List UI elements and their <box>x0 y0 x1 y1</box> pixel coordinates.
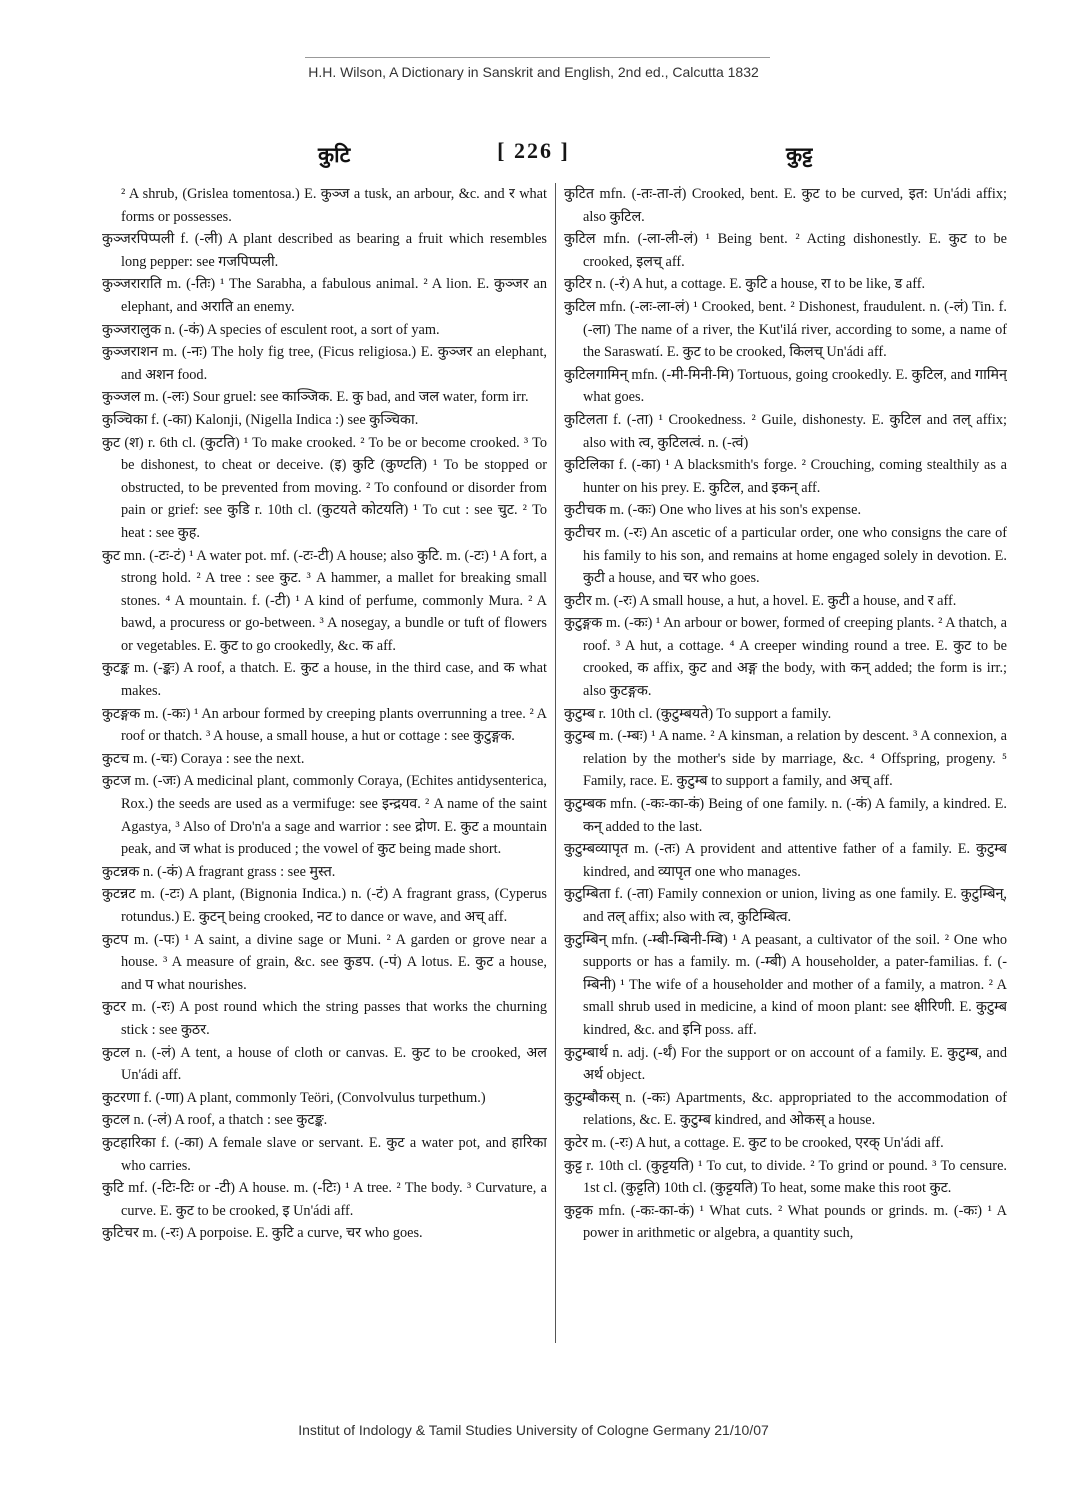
dictionary-entry: कुट mn. (-टः-टं) ¹ A water pot. mf. (-टः-टी) A house; also कुटि. m. (-टः) ¹ A fort, a strong hold. ² A tree : see कुट. ³ A hammer, a mallet for breaking small stones. ⁴ A mountain. f. (-टी) ¹ A kind of perfume, commonly Mura. ² A bawd, a procuress or go-between. ³ A nosegay, a bundle or tuft of flowers or vegetables. E. कुट to go crookedly, &c. क aff. <box>102 547 547 654</box>
dictionary-entry: कुञ्जरालुक n. (-कं) A species of esculent root, a sort of yam. <box>102 321 440 338</box>
dictionary-entry: कुञ्जराराति m. (-तिः) ¹ The Sarabha, a fabulous animal. ² A lion. E. कुञ्जर an elephant, and अराति an enemy. <box>102 276 547 315</box>
dictionary-entry: कुटिलगामिन् mfn. (-मी-मिनी-मि) Tortuous, going crookedly. E. कुटिल, and गामिन् what goes. <box>564 366 1007 406</box>
dictionary-entry: कुटीचक m. (-कः) One who lives at his son's expense. <box>564 502 862 519</box>
dictionary-entry: कुटेर m. (-रः) A hut, a cottage. E. कुट to be crooked, एरक् Un'ádi aff. <box>564 1134 944 1151</box>
dictionary-entry: कुटिलता f. (-ता) ¹ Crookedness. ² Guile, dishonesty. E. कुटिल and तल् affix; also with त्व, कुटिलत्वं. n. (-त्वं) <box>564 411 1007 451</box>
dictionary-entry: कुटरणा f. (-णा) A plant, commonly Teöri, (Convolvulus turpethum.) <box>102 1089 486 1106</box>
dictionary-entry: कुटन्नट m. (-टः) A plant, (Bignonia Indica.) n. (-टं) A fragrant grass, (Cyperus rotundus.) E. कुटन् being crooked, नट to dance or wave, and अच् aff. <box>102 886 547 925</box>
dictionary-entry: ² A shrub, (Grislea tomentosa.) E. कुञ्ज a tusk, an arbour, &c. and र what forms or possesses. <box>121 186 547 225</box>
dictionary-entry: कुट्टक mfn. (-कः-का-कं) ¹ What cuts. ² What pounds or grinds. m. (-कः) ¹ A power in arithmetic or algebra, a quantity such, <box>564 1202 1007 1242</box>
dictionary-entry: कुटिर n. (-रं) A hut, a cottage. E. कुटि a house, रा to be like, ड aff. <box>564 276 926 293</box>
dictionary-entry: कुटहारिका f. (-का) A female slave or servant. E. कुट a water pot, and हारिका who carries. <box>102 1134 547 1174</box>
dictionary-entry: कुटुम्बौकस् n. (-कः) Apartments, &c. appropriated to the accommodation of relations, &c. E. कुटुम्ब kindred, and ओकस् a house. <box>564 1089 1007 1129</box>
page-number: [ 226 ] <box>497 138 570 163</box>
dictionary-entry: कुटुम्बिन् mfn. (-म्बी-म्बिनी-म्बि) ¹ A peasant, a cultivator of the soil. ² One who supports or has a family. m. (-म्बी) A householder, a pater-familias. f. (-म्बिनी) ¹ The wife of a householder and mother of a family, a matron. ² A small shrub used in medicine, a kind of moon plant: see क्षीरिणी. E. कुटुम्ब kindred, &c. and इनि poss. aff. <box>564 931 1007 1038</box>
left-column <box>102 183 547 1368</box>
dictionary-entry: कुट (श) r. 6th cl. (कुटति) ¹ To make crooked. ² To be or become crooked. ³ To be dishonest, to cheat or deceive. (इ) कुटि (कुण्टति) ¹ To be stopped or obstructed, to be prevented from moving. ² To confound or disorder from pain or grief: see कुडि r. 10th cl. (कुटयते कोटयति) ¹ To cut : see चुट. ² To heat : see कुह. <box>102 434 547 541</box>
dictionary-entry: कुटच m. (-चः) Coraya : see the next. <box>102 750 305 767</box>
dictionary-entry: कुटीर m. (-रः) A small house, a hut, a hovel. E. कुटी a house, and र aff. <box>564 592 957 609</box>
dictionary-entry: कुटन्नक n. (-कं) A fragrant grass : see मुस्त. <box>102 863 336 880</box>
dictionary-entry: कुटित mfn. (-तः-ता-तं) Crooked, bent. E. कुट to be curved, इत: Un'ádi affix; also कुटिल. <box>564 186 1007 225</box>
dictionary-entry: कुटीचर m. (-रः) An ascetic of a particular order, one who consigns the care of his family to his son, and remains at home engaged solely in devotion. E. कुटी a house, and चर who goes. <box>564 524 1007 587</box>
dictionary-entry: कुटि mf. (-टिः-टिः or -टी) A house. m. (-टिः) ¹ A tree. ² The body. ³ Curvature, a curve. E. कुट to be crooked, इ Un'ádi aff. <box>102 1180 547 1219</box>
dictionary-entry: कुञ्चिका f. (-का) Kalonji, (Nigella Indica :) see कुञ्चिका. <box>102 411 419 428</box>
header-rule <box>305 57 770 58</box>
dictionary-entry: कुटुम्बिता f. (-ता) Family connexion or union, living as one family. E. कुटुम्बिन्, and तल् affix; also with त्व, कुटिम्बित्व. <box>564 886 1007 925</box>
footer-citation: Institut of Indology & Tamil Studies University of Cologne Germany 21/10/07 <box>298 1422 769 1438</box>
dictionary-entry: कुटल n. (-लं) A roof, a thatch : see कुटङ्क. <box>102 1112 328 1129</box>
dictionary-entry: कुटल n. (-लं) A tent, a house of cloth or canvas. E. कुट to be crooked, अल Un'ádi aff. <box>102 1044 547 1084</box>
dictionary-entry: कुटुम्बार्थ n. adj. (-र्थं) For the support or on account of a family. E. कुटुम्ब, and अर्थ object. <box>564 1044 1007 1084</box>
dictionary-entry: कुटिलिका f. (-का) ¹ A blacksmith's forge. ² Crouching, coming stealthily as a hunter on his prey. E. कुटिल, and इकन् aff. <box>564 457 1007 496</box>
dictionary-entry: कुटप m. (-पः) ¹ A saint, a divine sage or Muni. ² A garden or grove near a house. ³ A measure of grain, &c. see कुडप. (-पं) A lotus. E. कुट a house, and प what nourishes. <box>102 931 547 993</box>
dictionary-entry: कुटङ्क m. (-ङ्कः) A roof, a thatch. E. कुट a house, in the third case, and क what makes. <box>102 660 547 700</box>
dictionary-entry: कुटिल mfn. (-लः-ला-लं) ¹ Crooked, bent. ² Dishonest, fraudulent. n. (-लं) Tin. f. (-ला) The name of a river, the Kut'ilá river, according to some, a name of the Saraswatí. E. कुट to be crooked, किलच् Un'ádi aff. <box>564 298 1007 361</box>
dictionary-entry: कुटुम्ब r. 10th cl. (कुटुम्बयते) To support a family. <box>564 705 832 722</box>
dictionary-entry: कुञ्जरपिप्पली f. (-ली) A plant described as bearing a fruit which resembles long pepper: see गजपिप्पली. <box>102 231 547 270</box>
dictionary-entry: कुटङ्गक m. (-कः) ¹ An arbour formed by creeping plants overrunning a tree. ² A roof or thatch. ³ A house, a small house, a hut or cottage : see कुटुङ्गक. <box>102 705 547 745</box>
dictionary-entry: कुटुम्बक mfn. (-कः-का-कं) Being of one family. n. (-कं) A family, a kindred. E. कन् added to the last. <box>564 796 1007 835</box>
dictionary-entry: कुटुम्ब m. (-म्बः) ¹ A name. ² A kinsman, a relation by descent. ³ A connexion, a relation by the mother's side by marriage, &c. ⁴ Offspring, progeny. ⁵ Family, race. E. कुटुम्ब to support a family, and अच् aff. <box>564 728 1007 790</box>
left-guide-word: कुटि <box>318 143 351 167</box>
dictionary-entry: कुटर m. (-रः) A post round which the string passes that works the churning stick : see कुठर. <box>102 999 547 1038</box>
dictionary-entry: कुञ्जराशन m. (-नः) The holy fig tree, (Ficus religiosa.) E. कुञ्जर an elephant, and अशन food. <box>102 344 547 383</box>
dictionary-entry: कुटुङ्गक m. (-कः) ¹ An arbour or bower, formed of creeping plants. ² A thatch, a roof. ³ A hut, a cottage. ⁴ A creeper winding round a tree. E. कुट to be crooked, क affix, कुट and अङ्ग the body, with कन् added; the form is irr.; also कुटङ्गक. <box>564 615 1007 700</box>
dictionary-entry: कुटज m. (-जः) A medicinal plant, commonly Coraya, (Echites antidysenterica, Rox.) the seeds are used as a vermifuge: see इन्द्रयव. ² A name of the saint Agastya, ³ Also of Dro'n'a a sage and warrior : see द्रोण. E. कुट a mountain peak, and ज what is produced ; the vowel of कुट being made short. <box>102 773 547 858</box>
dictionary-entry: कुट्ट r. 10th cl. (कुट्टयति) ¹ To cut, to divide. ² To grind or pound. ³ To censure. 1st cl. (कुट्टति) 10th cl. (कुट्टयति) To heat, some make this root कुट. <box>564 1157 1007 1197</box>
dictionary-entry: कुञ्जल m. (-लः) Sour gruel: see काञ्जिक. E. कु bad, and जल water, form irr. <box>102 389 529 406</box>
dictionary-entry: कुटिल mfn. (-ला-ली-लं) ¹ Being bent. ² Acting dishonestly. E. कुट to be crooked, इलच् aff. <box>564 231 1007 270</box>
source-citation: H.H. Wilson, A Dictionary in Sanskrit and English, 2nd ed., Calcutta 1832 <box>308 64 759 80</box>
dictionary-entry: कुटुम्बव्यापृत m. (-तः) A provident and attentive father of a family. E. कुटुम्ब kindred, and व्यापृत one who manages. <box>564 841 1007 880</box>
column-divider <box>555 183 556 1343</box>
right-column <box>564 183 1007 1368</box>
right-guide-word: कुट्ट <box>786 143 813 167</box>
dictionary-entry: कुटिचर m. (-रः) A porpoise. E. कुटि a curve, चर who goes. <box>102 1225 423 1242</box>
